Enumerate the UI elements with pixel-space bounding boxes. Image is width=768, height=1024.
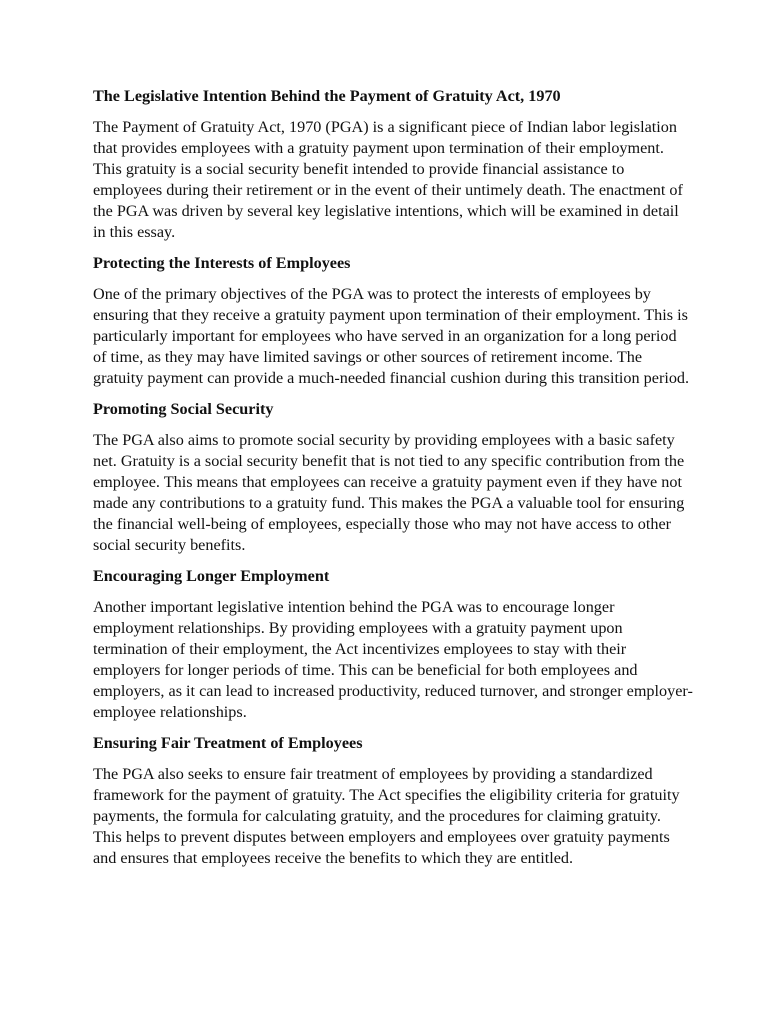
section-heading-fair-treatment: Ensuring Fair Treatment of Employees: [93, 734, 363, 752]
section-body-protecting-interests: One of the primary objectives of the PGA was to protect the interests of employees by ensuring that they receive a gratuity payment upon termination of their employment. This is particularly important for employees who have served in an organization for a long period of time, as they may have limited savings or other sources of retirement income. The gratuity payment can provide a much-needed financial cushion during this transition period.: [93, 285, 690, 387]
section-heading-longer-employment: Encouraging Longer Employment: [93, 567, 330, 585]
document-title: The Legislative Intention Behind the Payment of Gratuity Act, 1970: [93, 87, 561, 105]
intro-paragraph: The Payment of Gratuity Act, 1970 (PGA) is a significant piece of Indian labor legislation that provides employees with a gratuity payment upon termination of their employment. This gratuity is a social security benefit intended to provide financial assistance to employees during their retirement or in the event of their untimely death. The enactment of the PGA was driven by several key legislative intentions, which will be examined in detail in this essay.: [93, 118, 683, 241]
section-heading-social-security: Promoting Social Security: [93, 400, 274, 418]
document-page: [93, 86, 693, 869]
section-body-fair-treatment: The PGA also seeks to ensure fair treatment of employees by providing a standardized framework for the payment of gratuity. The Act specifies the eligibility criteria for gratuity payments, the formula for calculating gratuity, and the procedures for claiming gratuity. This helps to prevent disputes between employers and employees over gratuity payments and ensures that employees receive the benefits to which they are entitled.: [93, 765, 680, 867]
section-body-social-security: The PGA also aims to promote social security by providing employees with a basic safety net. Gratuity is a social security benefit that is not tied to any specific contribution from the employee. This means that employees can receive a gratuity payment even if they have not made any contributions to a gratuity fund. This makes the PGA a valuable tool for ensuring the financial well-being of employees, especially those who may not have access to other social security benefits.: [93, 431, 685, 554]
section-body-longer-employment: Another important legislative intention behind the PGA was to encourage longer employment relationships. By providing employees with a gratuity payment upon termination of their employment, the Act incentivizes employees to stay with their employers for longer periods of time. This can be beneficial for both employees and employers, as it can lead to increased productivity, reduced turnover, and stronger employer-employee relationships.: [93, 598, 693, 721]
section-heading-protecting-interests: Protecting the Interests of Employees: [93, 254, 351, 272]
